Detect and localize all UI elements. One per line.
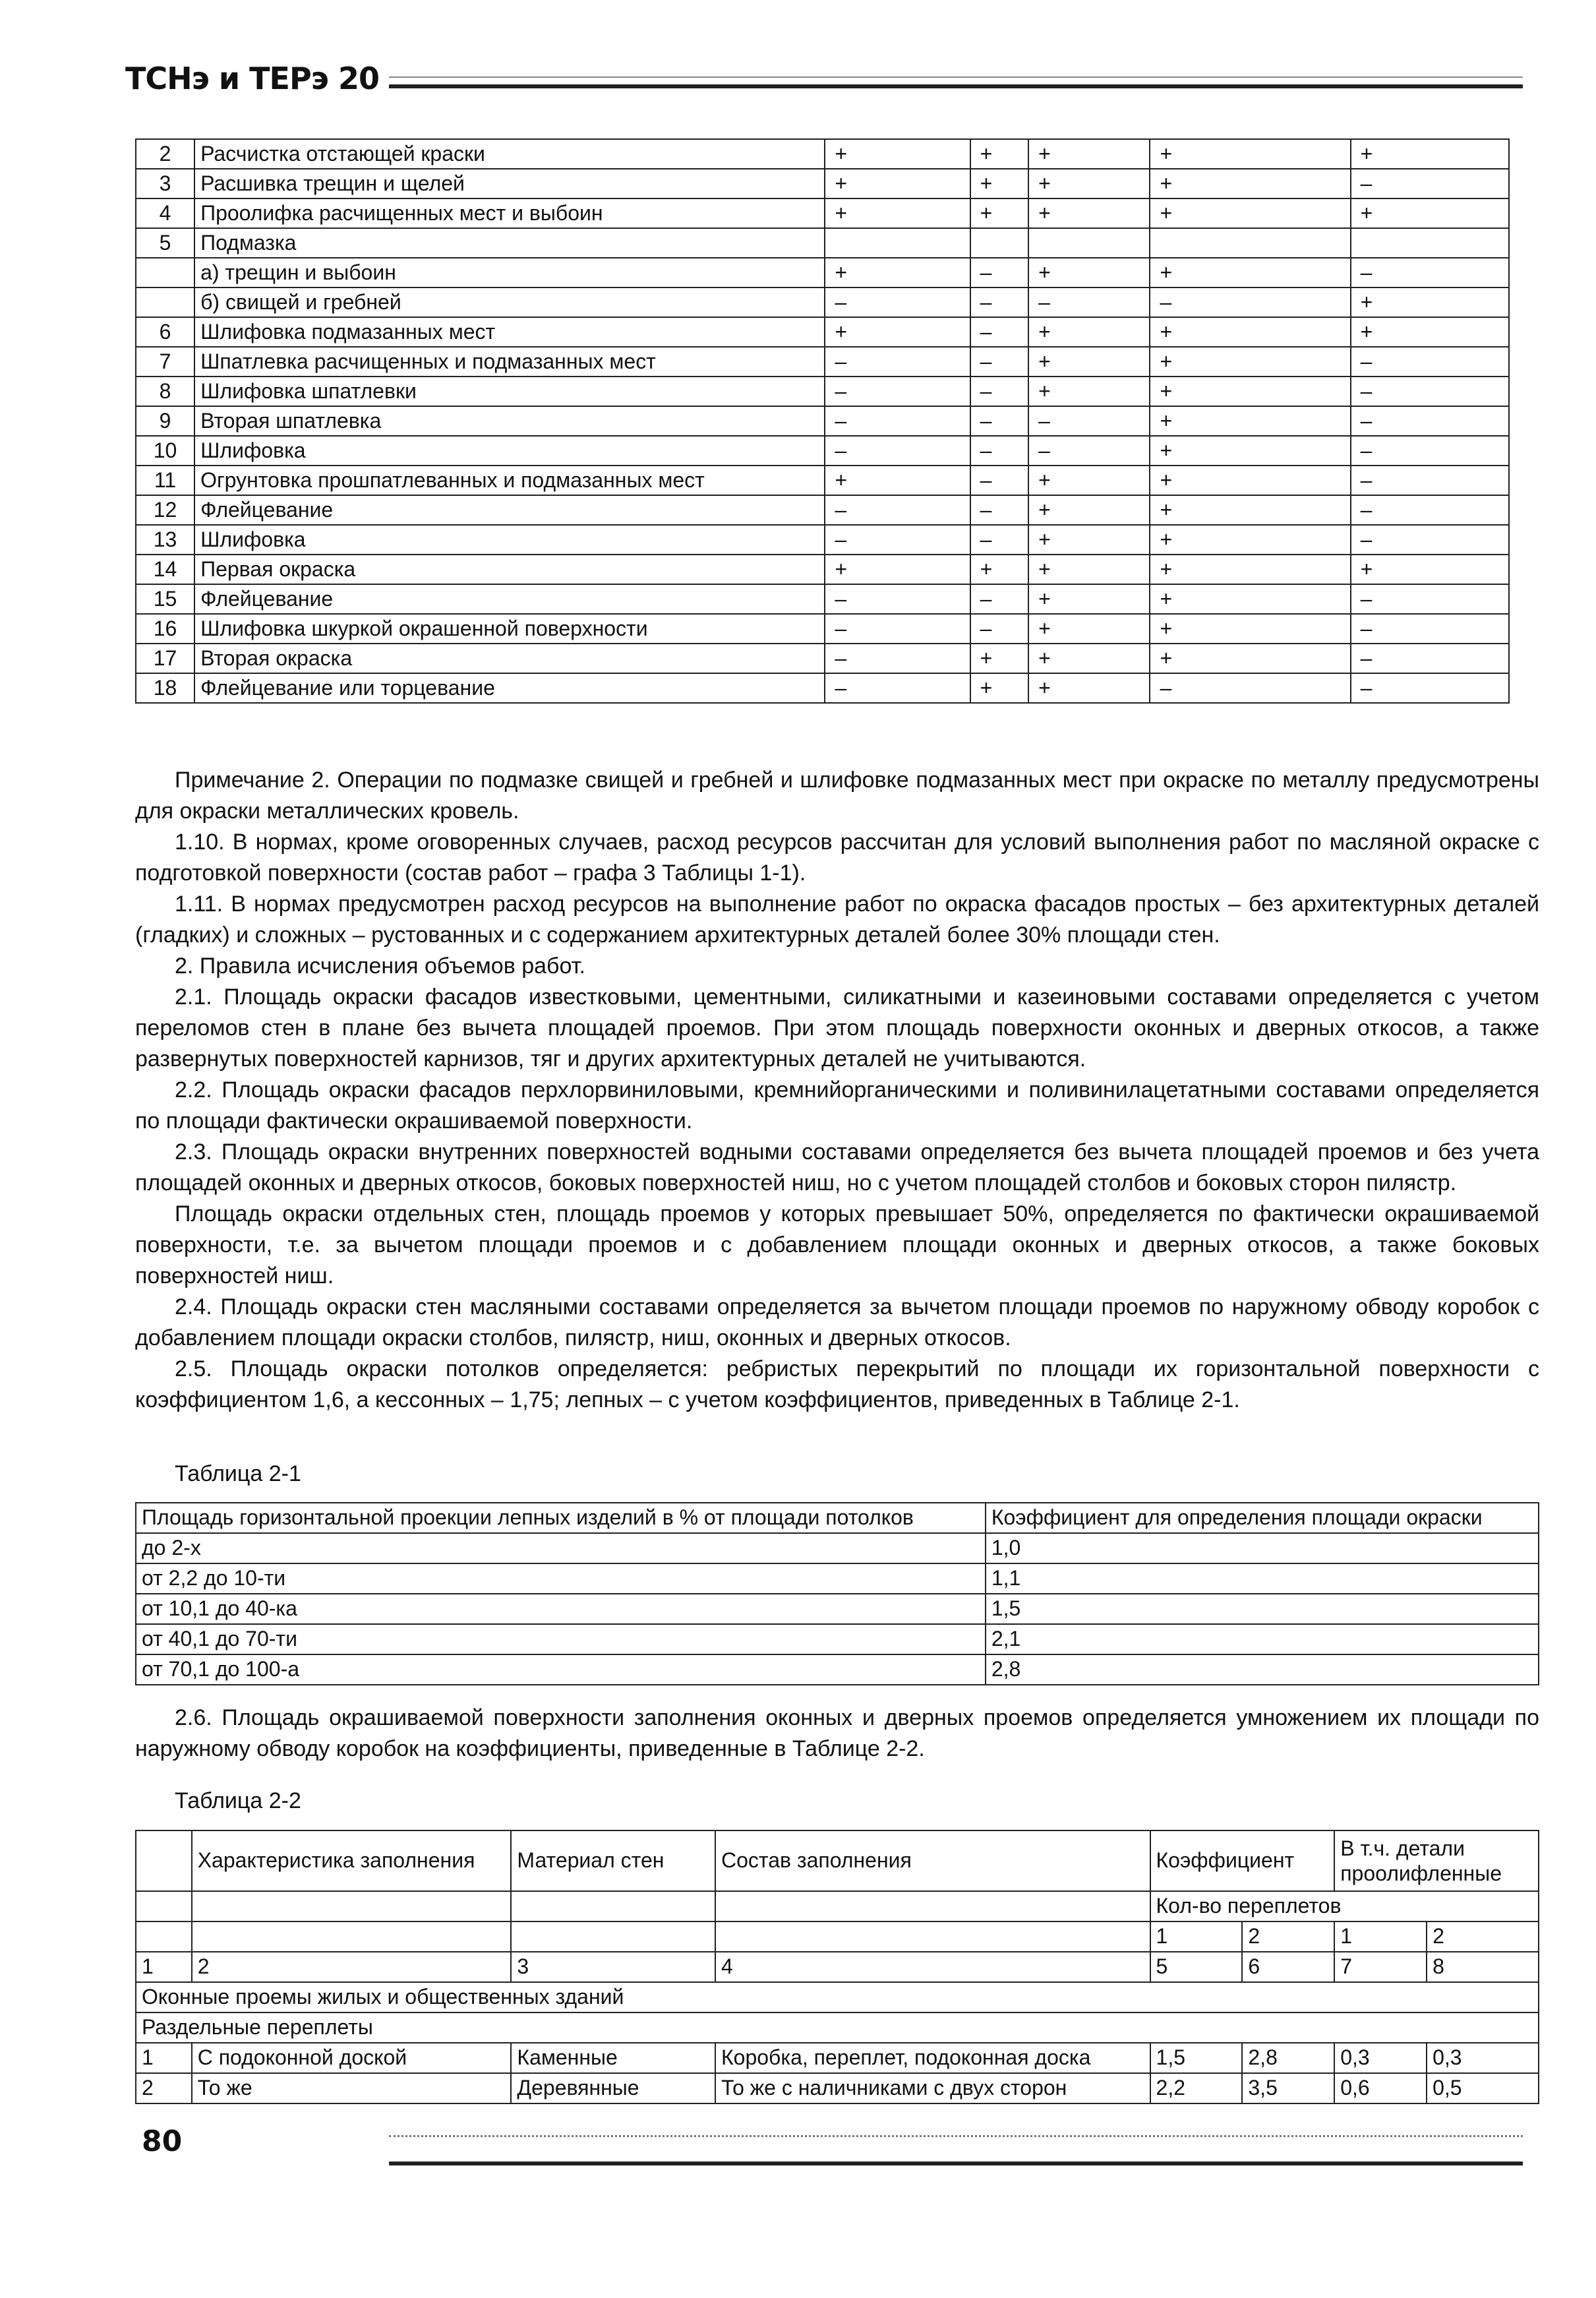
- operation-mark: –: [970, 287, 1028, 317]
- operation-mark: +: [970, 198, 1028, 228]
- operation-mark: +: [970, 139, 1028, 169]
- operation-number: 17: [136, 644, 194, 673]
- table-2-2-subsection-row: [136, 2012, 1539, 2043]
- operation-mark: –: [970, 377, 1028, 406]
- operation-mark: –: [1351, 495, 1509, 525]
- table-2-2: [135, 1830, 1539, 2104]
- coefficient-cell: 1,1: [986, 1563, 1539, 1594]
- footer-rule: [389, 2162, 1523, 2165]
- table-2-2-row: [136, 2043, 1539, 2073]
- operation-name: Флейцевание или торцевание: [194, 673, 825, 703]
- colnum-cell: 2: [192, 1952, 512, 1982]
- colnum-cell: 6: [1242, 1952, 1334, 1982]
- operation-mark: +: [825, 139, 970, 169]
- operation-mark: +: [970, 555, 1028, 584]
- area-range-cell: от 70,1 до 100-а: [136, 1654, 986, 1685]
- operation-mark: +: [1351, 139, 1509, 169]
- operation-mark: +: [1028, 614, 1150, 644]
- operation-number: [136, 258, 194, 287]
- table-2-2-sub-row: [136, 1921, 1539, 1952]
- operation-row: [136, 673, 1509, 703]
- operation-mark: +: [825, 466, 970, 495]
- operation-mark: –: [825, 673, 970, 703]
- sub-header-cell: 2: [1427, 1921, 1539, 1952]
- operation-mark: +: [1150, 377, 1350, 406]
- operation-mark: +: [1150, 139, 1350, 169]
- table-2-1-row: [136, 1654, 1539, 1685]
- operation-number: 14: [136, 555, 194, 584]
- table-2-2-cell: Коробка, переплет, подоконная доска: [715, 2043, 1150, 2073]
- operation-number: 18: [136, 673, 194, 703]
- para-2-6: 2.6. Площадь окрашиваемой поверхности заполнения оконных и дверных проемов определяется умножением их площади по наружному обводу коробок на коэффициенты, приведенные в Таблице 2-2.: [135, 1705, 1539, 1761]
- table-2-2-header-row: [136, 1830, 1539, 1891]
- operation-mark: –: [970, 317, 1028, 347]
- operation-number: 8: [136, 377, 194, 406]
- operation-row: [136, 228, 1509, 258]
- operation-row: [136, 258, 1509, 287]
- operation-mark: +: [1351, 555, 1509, 584]
- table-2-2-cell: 0,6: [1334, 2073, 1427, 2103]
- operation-row: [136, 198, 1509, 228]
- operation-mark: –: [970, 466, 1028, 495]
- table-2-2-cell: 0,3: [1334, 2043, 1427, 2073]
- operation-mark: +: [1150, 555, 1350, 584]
- operation-mark: –: [970, 525, 1028, 555]
- operation-name: а) трещин и выбоин: [194, 258, 825, 287]
- para-2-3-cont: Площадь окраски отдельных стен, площадь проемов у которых превышает 50%, определяется по фактически окрашиваемой поверхности, т.е. за вычетом площади проемов и с добавлением площади оконных и дверных откосов, а также боковых поверхностей ниш.: [135, 1201, 1539, 1288]
- area-range-cell: от 10,1 до 40-ка: [136, 1594, 986, 1624]
- table-2-2-count-row: [136, 1891, 1539, 1921]
- operation-mark: +: [1028, 169, 1150, 198]
- operation-mark: +: [825, 258, 970, 287]
- operation-number: 9: [136, 406, 194, 436]
- operation-row: [136, 317, 1509, 347]
- operation-name: Шлифовка подмазанных мест: [194, 317, 825, 347]
- operation-mark: +: [1150, 347, 1350, 377]
- operation-mark: +: [970, 169, 1028, 198]
- operation-name: Вторая окраска: [194, 644, 825, 673]
- table-2-1-header: [136, 1503, 1539, 1533]
- operation-mark: –: [1351, 466, 1509, 495]
- operation-mark: +: [1150, 614, 1350, 644]
- operation-mark: –: [825, 347, 970, 377]
- table-2-2-cell: 2,2: [1150, 2073, 1243, 2103]
- operation-number: 11: [136, 466, 194, 495]
- operation-row: [136, 525, 1509, 555]
- operation-row: [136, 466, 1509, 495]
- blank-cell: [136, 1921, 192, 1952]
- operation-number: 12: [136, 495, 194, 525]
- operation-mark: –: [1351, 673, 1509, 703]
- operation-mark: +: [825, 198, 970, 228]
- table-2-2-header-coef: Коэффициент: [1150, 1830, 1335, 1891]
- operation-mark: –: [1351, 258, 1509, 287]
- para-1-10: 1.10. В нормах, кроме оговоренных случаев, расход ресурсов рассчитан для условий выполнения работ по масляной окраске с подготовкой поверхности (состав работ – графа 3 Таблицы 1-1).: [135, 830, 1539, 886]
- operation-row: [136, 584, 1509, 614]
- operation-number: 6: [136, 317, 194, 347]
- operation-mark: [970, 228, 1028, 258]
- operation-number: 13: [136, 525, 194, 555]
- table-2-2-cell: 1,5: [1150, 2043, 1243, 2073]
- operations-table: [135, 138, 1510, 704]
- text-block-2: [135, 1703, 1539, 1765]
- sub-header-cell: 1: [1334, 1921, 1427, 1952]
- blank-cell: [511, 1921, 715, 1952]
- sub-header-cell: 2: [1242, 1921, 1334, 1952]
- blank-cell: [136, 1891, 192, 1921]
- operation-row: [136, 406, 1509, 436]
- operation-mark: +: [1028, 584, 1150, 614]
- operation-mark: –: [825, 377, 970, 406]
- operation-mark: –: [1028, 406, 1150, 436]
- operation-mark: –: [1351, 584, 1509, 614]
- operation-mark: +: [1028, 317, 1150, 347]
- operation-mark: [1028, 228, 1150, 258]
- operation-mark: +: [1028, 139, 1150, 169]
- page-number: 80: [142, 2125, 183, 2158]
- operation-number: 16: [136, 614, 194, 644]
- para-2-3: 2.3. Площадь окраски внутренних поверхностей водными составами определяется без вычета площадей проемов и без учета площадей оконных и дверных откосов, боковых поверхностей ниш, но с учетом площадей столбов и боковых сторон пилястр.: [135, 1139, 1539, 1195]
- operation-mark: –: [970, 436, 1028, 466]
- table-2-2-cell: То же: [192, 2073, 512, 2103]
- operation-row: [136, 614, 1509, 644]
- operation-mark: –: [970, 614, 1028, 644]
- operation-mark: +: [1028, 495, 1150, 525]
- operation-mark: +: [1150, 525, 1350, 555]
- table-2-2-header-mat: Материал стен: [511, 1830, 715, 1891]
- operation-mark: –: [1028, 287, 1150, 317]
- operation-name: Шлифовка: [194, 436, 825, 466]
- operation-mark: –: [1351, 644, 1509, 673]
- operation-mark: +: [1150, 258, 1350, 287]
- operation-mark: +: [970, 644, 1028, 673]
- operation-name: Шлифовка шпатлевки: [194, 377, 825, 406]
- operation-mark: +: [1351, 287, 1509, 317]
- table-2-2-header-comp: Состав заполнения: [715, 1830, 1150, 1891]
- operation-mark: +: [1028, 644, 1150, 673]
- table-2-1-caption: Таблица 2-1: [175, 1461, 301, 1486]
- operation-mark: +: [1028, 673, 1150, 703]
- operation-mark: +: [1150, 466, 1350, 495]
- table-2-2-cell: 0,5: [1427, 2073, 1539, 2103]
- running-header: ТСНэ и ТЕРэ 20: [125, 61, 379, 96]
- table-2-2-section-row: [136, 1982, 1539, 2012]
- coefficient-cell: 2,1: [986, 1624, 1539, 1654]
- operation-mark: –: [1150, 673, 1350, 703]
- table-2-2-cell: 2,8: [1242, 2043, 1334, 2073]
- table-2-2-cell: Деревянные: [511, 2073, 715, 2103]
- sub-header-cell: 1: [1150, 1921, 1243, 1952]
- operation-row: [136, 495, 1509, 525]
- blank-cell: [192, 1921, 512, 1952]
- operation-mark: –: [1351, 436, 1509, 466]
- operation-number: 10: [136, 436, 194, 466]
- area-range-cell: до 2-х: [136, 1533, 986, 1563]
- table-2-2-caption: Таблица 2-2: [175, 1788, 301, 1813]
- operation-mark: +: [825, 317, 970, 347]
- operation-row: [136, 287, 1509, 317]
- table-2-2-cell: 0,3: [1427, 2043, 1539, 2073]
- operation-mark: +: [1028, 198, 1150, 228]
- footer-dotted-rule: [389, 2135, 1523, 2138]
- operation-number: 5: [136, 228, 194, 258]
- operation-number: 4: [136, 198, 194, 228]
- operation-mark: –: [970, 495, 1028, 525]
- operation-name: Огрунтовка прошпатлеванных и подмазанных мест: [194, 466, 825, 495]
- header-rule-thin: [389, 76, 1523, 78]
- operation-mark: –: [825, 436, 970, 466]
- blank-cell: [715, 1891, 1150, 1921]
- operation-mark: +: [1150, 584, 1350, 614]
- operation-mark: +: [825, 555, 970, 584]
- operation-mark: +: [825, 169, 970, 198]
- header-rule: [389, 84, 1523, 88]
- colnum-cell: 4: [715, 1952, 1150, 1982]
- operation-mark: –: [825, 525, 970, 555]
- operation-row: [136, 347, 1509, 377]
- operation-number: 2: [136, 139, 194, 169]
- operation-mark: +: [1028, 347, 1150, 377]
- operation-name: Проолифка расчищенных мест и выбоин: [194, 198, 825, 228]
- operation-mark: [825, 228, 970, 258]
- coefficient-cell: 1,0: [986, 1533, 1539, 1563]
- operation-name: Флейцевание: [194, 495, 825, 525]
- blank-cell: [192, 1891, 512, 1921]
- operation-mark: +: [1028, 466, 1150, 495]
- table-2-2-header-num: [136, 1830, 192, 1891]
- operation-mark: +: [1150, 317, 1350, 347]
- table-2-2-cell: 1: [136, 2043, 192, 2073]
- operation-mark: –: [825, 406, 970, 436]
- table-2-2-header-char: Характеристика заполнения: [192, 1830, 512, 1891]
- area-range-cell: от 40,1 до 70-ти: [136, 1624, 986, 1654]
- operation-mark: –: [970, 258, 1028, 287]
- para-2-2: 2.2. Площадь окраски фасадов перхлорвиниловыми, кремнийорганическими и поливинилацетатными составами определяется по площади фактически окрашиваемой поверхности.: [135, 1077, 1539, 1134]
- operation-mark: –: [1351, 169, 1509, 198]
- operation-name: Первая окраска: [194, 555, 825, 584]
- table-2-2-row: [136, 2073, 1539, 2103]
- colnum-cell: 3: [511, 1952, 715, 1982]
- operation-mark: –: [825, 584, 970, 614]
- table-2-2-subsection: Раздельные переплеты: [136, 2012, 1539, 2043]
- operation-mark: –: [1351, 406, 1509, 436]
- table-2-1-row: [136, 1594, 1539, 1624]
- table-2-1-header-coef: Коэффициент для определения площади окраски: [986, 1503, 1539, 1533]
- table-2-2-cell: Каменные: [511, 2043, 715, 2073]
- operation-row: [136, 377, 1509, 406]
- operation-mark: –: [970, 406, 1028, 436]
- operation-name: Расшивка трещин и щелей: [194, 169, 825, 198]
- table-2-2-cell: С подоконной доской: [192, 2043, 512, 2073]
- operation-mark: [1150, 228, 1350, 258]
- colnum-cell: 8: [1427, 1952, 1539, 1982]
- operation-name: Шлифовка шкуркой окрашенной поверхности: [194, 614, 825, 644]
- area-range-cell: от 2,2 до 10-ти: [136, 1563, 986, 1594]
- operation-mark: –: [970, 347, 1028, 377]
- table-2-1-row: [136, 1624, 1539, 1654]
- operation-mark: +: [1028, 258, 1150, 287]
- operation-number: 7: [136, 347, 194, 377]
- operation-mark: –: [1351, 614, 1509, 644]
- operation-mark: +: [1150, 198, 1350, 228]
- operation-name: Расчистка отстающей краски: [194, 139, 825, 169]
- coefficient-cell: 1,5: [986, 1594, 1539, 1624]
- operation-name: б) свищей и гребней: [194, 287, 825, 317]
- table-2-2-colnum-row: [136, 1952, 1539, 1982]
- table-2-2-section: Оконные проемы жилых и общественных зданий: [136, 1982, 1539, 2012]
- operation-mark: [1351, 228, 1509, 258]
- operation-mark: +: [1150, 406, 1350, 436]
- operation-number: [136, 287, 194, 317]
- operation-name: Шлифовка: [194, 525, 825, 555]
- operation-mark: –: [825, 644, 970, 673]
- operation-number: 3: [136, 169, 194, 198]
- table-2-1-header-area: Площадь горизонтальной проекции лепных изделий в % от площади потолков: [136, 1503, 986, 1533]
- operation-name: Шпатлевка расчищенных и подмазанных мест: [194, 347, 825, 377]
- operation-name: Подмазка: [194, 228, 825, 258]
- section-2-heading: 2. Правила исчисления объемов работ.: [175, 953, 585, 979]
- operation-name: Флейцевание: [194, 584, 825, 614]
- operation-mark: +: [1150, 495, 1350, 525]
- table-2-1: [135, 1502, 1539, 1685]
- operation-mark: –: [970, 584, 1028, 614]
- operation-mark: –: [1351, 347, 1509, 377]
- operation-mark: –: [825, 614, 970, 644]
- operation-mark: +: [1028, 555, 1150, 584]
- operation-mark: –: [825, 495, 970, 525]
- operation-row: [136, 139, 1509, 169]
- operation-number: 15: [136, 584, 194, 614]
- table-2-2-cell: 3,5: [1242, 2073, 1334, 2103]
- operation-mark: –: [1150, 287, 1350, 317]
- operation-row: [136, 169, 1509, 198]
- operation-row: [136, 644, 1509, 673]
- para-2-5: 2.5. Площадь окраски потолков определяется: ребристых перекрытий по площади их горизонтальной поверхности с коэффициентом 1,6, а кессонных – 1,75; лепных – с учетом коэффициентов, приведенных в Таблице 2-1.: [135, 1356, 1539, 1412]
- table-2-2-header-count: Кол-во переплетов: [1150, 1891, 1539, 1921]
- operation-mark: –: [1351, 525, 1509, 555]
- table-2-1-row: [136, 1533, 1539, 1563]
- operation-mark: +: [1028, 377, 1150, 406]
- para-2-1: 2.1. Площадь окраски фасадов известковыми, цементными, силикатными и казеиновыми составами определяется с учетом переломов стен в плане без вычета площадей проемов. При этом площадь поверхности оконных и дверных откосов, а также развернутых поверхностей карнизов, тяг и других архитектурных деталей не учитываются.: [135, 984, 1539, 1072]
- operation-mark: +: [1351, 198, 1509, 228]
- table-2-2-cell: 2: [136, 2073, 192, 2103]
- operation-mark: +: [1150, 436, 1350, 466]
- table-2-2-header-details: В т.ч. детали проолифленные: [1334, 1830, 1539, 1891]
- table-2-2-cell: То же с наличниками с двух сторон: [715, 2073, 1150, 2103]
- operation-mark: –: [1028, 436, 1150, 466]
- operation-mark: –: [1351, 377, 1509, 406]
- operation-row: [136, 436, 1509, 466]
- para-2-4: 2.4. Площадь окраски стен масляными составами определяется за вычетом площади проемов по наружному обводу коробок с добавлением площади окраски столбов, пилястр, ниш, оконных и дверных откосов.: [135, 1294, 1539, 1350]
- operation-name: Вторая шпатлевка: [194, 406, 825, 436]
- para-1-11: 1.11. В нормах предусмотрен расход ресурсов на выполнение работ по окраска фасадов простых – без архитектурных деталей (гладких) и сложных – рустованных и с содержанием архитектурных деталей более 30% площади стен.: [135, 892, 1539, 948]
- colnum-cell: 5: [1150, 1952, 1243, 1982]
- operation-mark: +: [970, 673, 1028, 703]
- operation-row: [136, 555, 1509, 584]
- text-block-1: [135, 765, 1539, 1416]
- colnum-cell: 7: [1334, 1952, 1427, 1982]
- coefficient-cell: 2,8: [986, 1654, 1539, 1685]
- note-2: Примечание 2. Операции по подмазке свищей и гребней и шлифовке подмазанных мест при окраске по металлу предусмотрены для окраски металлических кровель.: [135, 768, 1539, 824]
- blank-cell: [511, 1891, 715, 1921]
- blank-cell: [715, 1921, 1150, 1952]
- table-2-1-row: [136, 1563, 1539, 1594]
- operation-mark: +: [1028, 525, 1150, 555]
- operation-mark: +: [1150, 644, 1350, 673]
- operation-mark: +: [1150, 169, 1350, 198]
- operation-mark: –: [825, 287, 970, 317]
- operation-mark: +: [1351, 317, 1509, 347]
- colnum-cell: 1: [136, 1952, 192, 1982]
